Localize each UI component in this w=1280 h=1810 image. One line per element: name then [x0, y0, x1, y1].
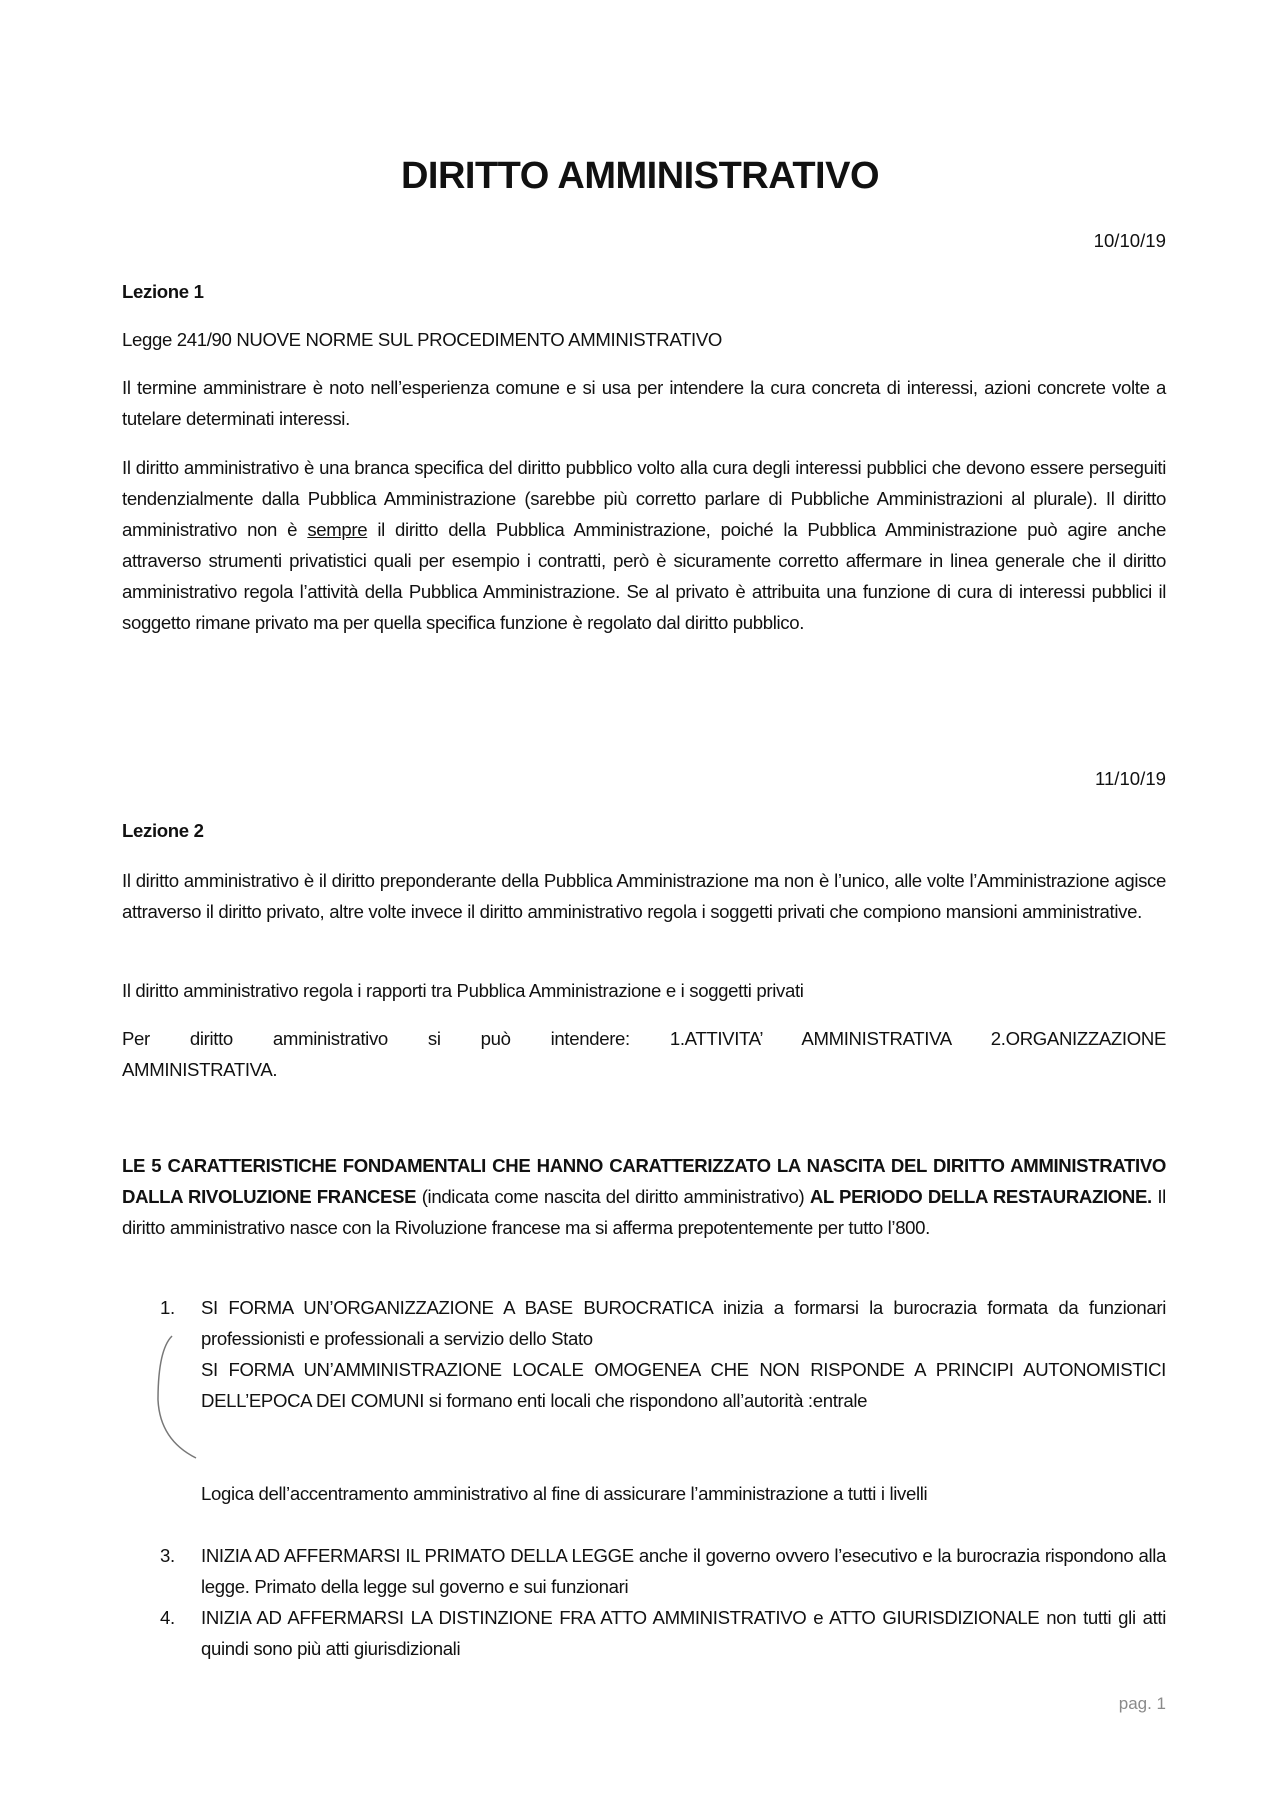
bold-text: LE 5 CARATTERISTICHE FONDAMENTALI CHE HANNO CARATTERIZZATO LA NASCITA DEL DIRITTO AMMINISTRATIVO DALLA RIVOLUZIONE FRANCESE [122, 1155, 1166, 1207]
text: (indicata come nascita del diritto amministrativo) [421, 1186, 805, 1207]
handwritten-bracket-icon [152, 1330, 202, 1465]
text: Il diritto amministrativo è una branca specifica del diritto pubblico volto alla cura degli interessi pubblici che devono essere perseguiti tendenzialmente dalla Pubblica Amministrazione (sarebbe più corretto parlare di Pubbliche Amministrazioni al plurale). Il diritto amministrativo non è [122, 457, 1166, 540]
list-number: 4. [160, 1607, 175, 1628]
lesson1-date: 10/10/19 [1093, 230, 1166, 251]
lesson2-heading: Lezione 2 [122, 820, 204, 841]
page-number: pag. 1 [1118, 1694, 1166, 1713]
list-text: INIZIA AD AFFERMARSI LA DISTINZIONE FRA ATTO AMMINISTRATIVO e ATTO GIURISDIZIONALE non tutti gli atti quindi sono più atti giurisdizionali [201, 1607, 1166, 1659]
lesson2-paragraph-3: Per diritto amministrativo si può intendere: 1.ATTIVITA’ AMMINISTRATIVA 2.ORGANIZZAZIONE AMMINISTRATIVA. [122, 1028, 1166, 1080]
list-item [122, 1602, 1166, 1664]
list-item [122, 1540, 1166, 1602]
list-item [122, 1292, 1166, 1416]
text: Il diritto amministrativo nasce con la Rivoluzione francese ma si afferma prepotentemente per tutto l’800. [122, 1186, 1166, 1238]
text: il diritto della Pubblica Amministrazione, poiché la Pubblica Amministrazione può agire anche attraverso strumenti privatistici quali per esempio i contratti, però è sicuramente corretto affermare in linea generale che il diritto amministrativo regola l’attività della Pubblica Amministrazione. Se al privato è attribuita una funzione di cura di interessi pubblici il soggetto rimane privato ma per quella specifica funzione è regolato dal diritto pubblico. [122, 519, 1166, 633]
lesson2-paragraph-1: Il diritto amministrativo è il diritto preponderante della Pubblica Amministrazione ma non è l’unico, alle volte l’Amministrazione agisce attraverso il diritto privato, altre volte invece il diritto amministrativo regola i soggetti privati che compiono mansioni amministrative. [122, 870, 1166, 922]
lesson1-paragraph-1: Il termine amministrare è noto nell’esperienza comune e si usa per intendere la cura concreta di interessi, azioni concrete volte a tutelare determinati interessi. [122, 377, 1166, 429]
lesson1-law: Legge 241/90 NUOVE NORME SUL PROCEDIMENTO AMMINISTRATIVO [122, 329, 723, 350]
document-title: DIRITTO AMMINISTRATIVO [400, 155, 880, 197]
lesson2-date: 11/10/19 [1095, 768, 1166, 789]
lesson1-heading: Lezione 1 [122, 281, 204, 302]
bold-text: AL PERIODO DELLA RESTAURAZIONE. [809, 1186, 1152, 1207]
lesson1-paragraph-2 [122, 452, 1166, 638]
list-text: SI FORMA UN’AMMINISTRAZIONE LOCALE OMOGENEA CHE NON RISPONDE A PRINCIPI AUTONOMISTICI DELL’EPOCA DEI COMUNI si formano enti locali che rispondono all’autorità :entrale [201, 1359, 1166, 1411]
lesson2-paragraph-2: Il diritto amministrativo regola i rapporti tra Pubblica Amministrazione e i soggetti privati [122, 980, 804, 1001]
list-text: INIZIA AD AFFERMARSI IL PRIMATO DELLA LEGGE anche il governo ovvero l’esecutivo e la burocrazia rispondono alla legge. Primato della legge sul governo e sui funzionari [201, 1545, 1166, 1597]
list-number: 3. [160, 1545, 175, 1566]
section-intro [122, 1150, 1166, 1243]
list-text: SI FORMA UN’ORGANIZZAZIONE A BASE BUROCRATICA inizia a formarsi la burocrazia formata da funzionari professionisti e professionali a servizio dello Stato [201, 1297, 1166, 1349]
list-note: Logica dell’accentramento amministrativo al fine di assicurare l’amministrazione a tutti i livelli [201, 1483, 928, 1504]
underlined-word: sempre [307, 519, 368, 540]
list-number: 1. [160, 1297, 175, 1318]
